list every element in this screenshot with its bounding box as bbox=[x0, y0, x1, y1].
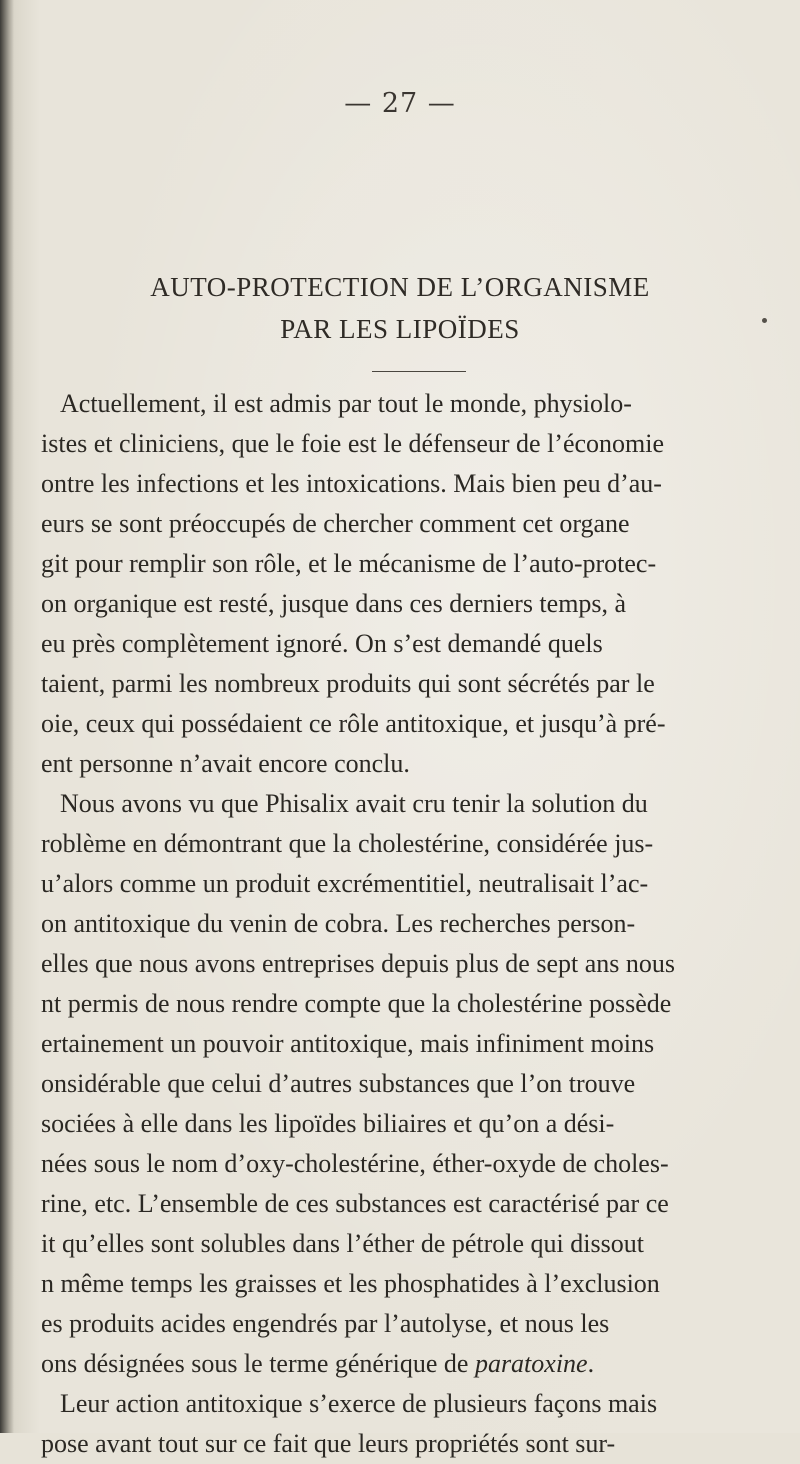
text-line-20: nées sous le nom d’oxy-cholestérine, éther-oxyde de choles- bbox=[41, 1149, 669, 1178]
text-line-25 bbox=[41, 1344, 594, 1384]
text-line-12: roblème en démontrant que la cholestérine, considérée jus- bbox=[41, 829, 654, 858]
text-line-23: n même temps les graisses et les phosphatides à l’exclusion bbox=[41, 1269, 660, 1298]
text-line-6: on organique est resté, jusque dans ces derniers temps, à bbox=[41, 589, 627, 618]
text-line-19: sociées à elle dans les lipoïdes biliaires et qu’on a dési- bbox=[41, 1109, 615, 1138]
text-line-1: Actuellement, il est admis par tout le monde, physiolo- bbox=[60, 389, 632, 418]
text-line-11: Nous avons vu que Phisalix avait cru tenir la solution du bbox=[60, 789, 648, 818]
text-line-10: ent personne n’avait encore conclu. bbox=[41, 749, 410, 778]
title-separator-rule bbox=[372, 371, 466, 372]
text-line-7: eu près complètement ignoré. On s’est demandé quels bbox=[41, 629, 603, 658]
italic-term-paratoxine: paratoxine bbox=[474, 1349, 588, 1378]
text-line-16: nt permis de nous rendre compte que la cholestérine possède bbox=[41, 989, 672, 1018]
margin-speck bbox=[762, 318, 767, 323]
text-line-25-end: . bbox=[587, 1349, 595, 1378]
text-line-5: git pour remplir son rôle, et le mécanisme de l’auto-protec- bbox=[41, 549, 657, 578]
page-binding-edge bbox=[0, 0, 14, 1433]
chapter-title-line-2: PAR LES LIPOÏDES bbox=[280, 314, 520, 344]
text-line-9: oie, ceux qui possédaient ce rôle antitoxique, et jusqu’à pré- bbox=[41, 709, 666, 738]
page-number: — 27 — bbox=[344, 88, 456, 119]
text-line-22: it qu’elles sont solubles dans l’éther de pétrole qui dissout bbox=[41, 1229, 644, 1258]
text-line-17: ertainement un pouvoir antitoxique, mais infiniment moins bbox=[41, 1029, 655, 1058]
text-line-3: ontre les infections et les intoxications. Mais bien peu d’au- bbox=[41, 469, 662, 498]
text-line-15: elles que nous avons entreprises depuis plus de sept ans nous bbox=[41, 949, 676, 978]
text-line-18: onsidérable que celui d’autres substances que l’on trouve bbox=[41, 1069, 636, 1098]
text-line-21: rine, etc. L’ensemble de ces substances est caractérisé par ce bbox=[41, 1189, 669, 1218]
text-line-26: Leur action antitoxique s’exerce de plusieurs façons mais bbox=[60, 1389, 658, 1418]
text-line-2: istes et cliniciens, que le foie est le défenseur de l’économie bbox=[41, 429, 665, 458]
text-line-24: es produits acides engendrés par l’autolyse, et nous les bbox=[41, 1309, 610, 1338]
text-line-4: eurs se sont préoccupés de chercher comment cet organe bbox=[41, 509, 630, 538]
text-line-13: u’alors comme un produit excrémentitiel, neutralisait l’ac- bbox=[41, 869, 649, 898]
text-line-25-main: ons désignées sous le terme générique de bbox=[41, 1349, 475, 1378]
text-line-27: pose avant tout sur ce fait que leurs propriétés sont sur- bbox=[41, 1429, 616, 1458]
text-line-14: on antitoxique du venin de cobra. Les recherches person- bbox=[41, 909, 636, 938]
text-line-8: taient, parmi les nombreux produits qui sont sécrétés par le bbox=[41, 669, 655, 698]
chapter-title-line-1: AUTO-PROTECTION DE L’ORGANISME bbox=[150, 272, 650, 302]
